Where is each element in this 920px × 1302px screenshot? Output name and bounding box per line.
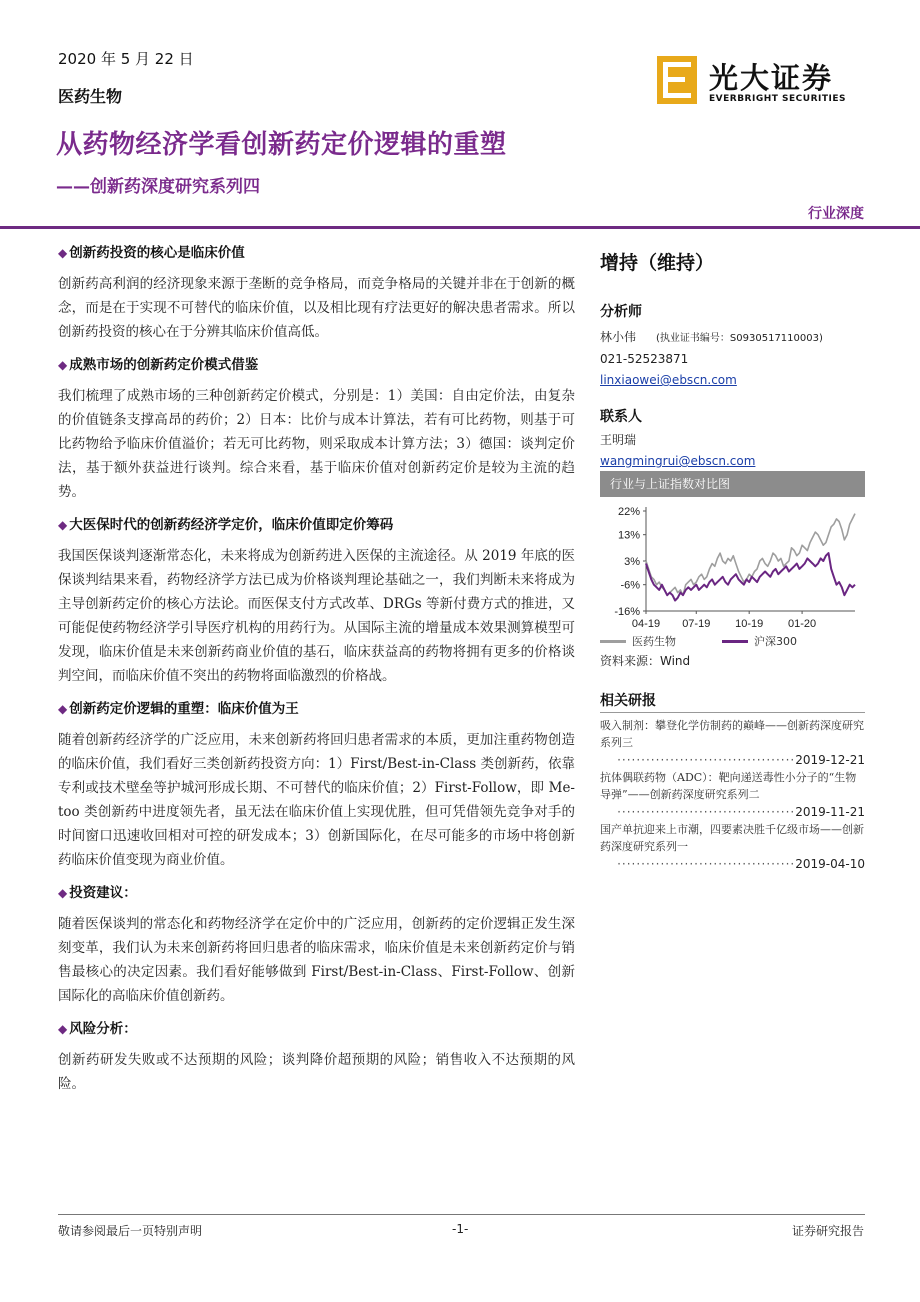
rating: 增持（维持） [600, 252, 715, 274]
dot-leader: ····································· [617, 857, 796, 871]
section-heading: ◆ 投资建议： [58, 885, 137, 901]
section-heading: ◆ 成熟市场的创新药定价模式借鉴 [58, 357, 259, 373]
footer-report-type: 证券研究报告 [791, 1224, 864, 1238]
page-number: -1- [452, 1222, 469, 1236]
x-tick-label: 01-20 [788, 618, 817, 630]
diamond-bullet-icon: ◆ [58, 702, 68, 716]
section-paragraph: 创新药高利润的经济现象来源于垄断的竞争格局，而竞争格局的关键并非在于创新的概念，而是在于实现不可替代的临床价值，以及相比现有疗法更好的解决患者需求。所以创新药投资的核心在于分辨其临床价值高低。 [58, 276, 575, 340]
legend-swatch-index [722, 640, 748, 643]
logo-mark-icon [657, 56, 697, 104]
diamond-bullet-icon: ◆ [58, 246, 68, 260]
related-report-date: ·····································2019-12-21 [617, 753, 865, 767]
related-report-link[interactable]: 吸入制剂：攀登化学仿制药的巅峰——创新药深度研究系列三 [600, 719, 864, 749]
section-heading: ◆ 风险分析： [58, 1021, 137, 1037]
chart-title-bar: 行业与上证指数对比图 [600, 471, 865, 497]
footer-divider [58, 1214, 865, 1215]
section-paragraph: 创新药研发失败或不达预期的风险；谈判降价超预期的风险；销售收入不达预期的风险。 [58, 1052, 575, 1092]
related-list [600, 717, 865, 873]
main-body [58, 242, 575, 1106]
sidebar [600, 242, 865, 873]
analyst-email-link[interactable]: linxiaowei@ebscn.com [600, 373, 737, 387]
section-paragraph: 随着创新药经济学的广泛应用，未来创新药将回归患者需求的本质，更加注重药物创造的临床价值，我们看好三类创新药投资方向：1）First/Best-in-Class 类创新药，依靠专利或技术壁垒等护城河形成长期、不可替代的临床价值；2）First-Follow，即 Me-too 类创新药中进度领先者，虽无法在临床价值上实现优胜，但可凭借领先竞争对手的时间窗口迅速收回相对可控的研发成本；3）创新国际化，在尽可能多的市场中将创新药临床价值变现为商业价值。 [58, 732, 575, 868]
y-tick-label: -6% [620, 579, 640, 592]
diamond-bullet-icon: ◆ [58, 1022, 68, 1036]
doc-type-label: 行业深度 [808, 206, 864, 222]
series-line [646, 553, 855, 600]
section-paragraph: 我国医保谈判逐渐常态化，未来将成为创新药进入医保的主流途径。从 2019 年底的医保谈判结果来看，药物经济学方法已成为价格谈判理论基础之一，我们判断未来将成为主导创新药定价的核心方法论。而医保支付方式改革、DRGs 等新付费方式的推进，又可能促使药物经济学引导医疗机构的用药行为。从国际主流的增量成本效果测算模型可发现，临床价值是未来创新药商业价值的基石，临床获益高的药物将拥有更多的价格谈判空间，而临床价值不突出的药物将面临激烈的价格战。 [58, 548, 575, 684]
chart-legend [600, 633, 865, 649]
diamond-bullet-icon: ◆ [58, 518, 68, 532]
footer-disclaimer: 敬请参阅最后一页特别声明 [58, 1224, 203, 1238]
analyst-line [600, 327, 865, 349]
related-report-date: ·····································2019-11-21 [617, 805, 865, 819]
x-tick-label: 10-19 [735, 618, 764, 630]
y-tick-label: 22% [617, 506, 640, 518]
related-report-date: ·····································2019-04-10 [617, 857, 865, 871]
related-report-link[interactable]: 国产单抗迎来上市潮，四要素决胜千亿级市场——创新药深度研究系列一 [600, 823, 864, 853]
logo-cn-text: 光大证券 [709, 61, 834, 95]
section-heading: ◆ 创新药定价逻辑的重塑：临床价值为王 [58, 701, 299, 717]
chart-source: 资料来源：Wind [600, 654, 691, 668]
section-heading: ◆ 大医保时代的创新药经济学定价，临床价值即定价筹码 [58, 517, 394, 533]
analyst-heading: 分析师 [600, 304, 642, 320]
comparison-chart [600, 501, 865, 631]
dot-leader: ····································· [617, 805, 796, 819]
legend-label-sector: 医药生物 [632, 635, 676, 648]
section-paragraph: 我们梳理了成熟市场的三种创新药定价模式，分别是：1）美国：自由定价法，由复杂的价值链条支撑高昂的药价；2）日本：比价与成本计算法，若有可比药物，则基于可比药物给予临床价值溢价；若无可比药物，则采取成本计算方法；3）德国：谈判定价法，基于额外获益进行谈判。综合来看，基于临床价值对创新药定价是较为主流的趋势。 [58, 388, 575, 500]
page-title: 从药物经济学看创新药定价逻辑的重塑 [56, 130, 507, 160]
y-tick-label: -16% [614, 606, 640, 618]
series-line [646, 514, 855, 596]
legend-swatch-sector [600, 640, 626, 643]
x-tick-label: 04-19 [631, 618, 661, 630]
report-date: 2020 年 5 月 22 日 [58, 50, 194, 68]
contact-email-link[interactable]: wangmingrui@ebscn.com [600, 454, 756, 468]
diamond-bullet-icon: ◆ [58, 358, 68, 372]
section-paragraph: 随着医保谈判的常态化和药物经济学在定价中的广泛应用，创新药的定价逻辑正发生深刻变革，我们认为未来创新药将回归患者的临床需求，临床价值是未来创新药定价与销售最核心的决定因素。我们看好能够做到 First/Best-in-Class、First-Follow、创新国际化的高临床价值创新药。 [58, 916, 575, 1004]
contact-name: 王明瑞 [600, 433, 637, 447]
y-tick-label: 13% [617, 529, 640, 542]
company-logo [657, 56, 867, 108]
legend-label-index: 沪深300 [754, 635, 797, 648]
logo-en-text: EVERBRIGHT SECURITIES [709, 94, 846, 104]
related-heading: 相关研报 [600, 690, 865, 713]
y-tick-label: 3% [624, 556, 640, 568]
dot-leader: ····································· [617, 753, 796, 767]
header-divider [0, 226, 920, 229]
analyst-cert: (执业证书编号：S0930517110003) [656, 333, 823, 344]
analyst-phone: 021-52523871 [600, 352, 689, 366]
page-subtitle: ——创新药深度研究系列四 [56, 177, 260, 197]
x-tick-label: 07-19 [682, 618, 711, 630]
related-report-link[interactable]: 抗体偶联药物（ADC）：靶向递送毒性小分子的“生物导弹”——创新药深度研究系列二 [600, 771, 857, 801]
section-heading: ◆ 创新药投资的核心是临床价值 [58, 245, 245, 261]
contact-heading: 联系人 [600, 409, 642, 425]
diamond-bullet-icon: ◆ [58, 886, 68, 900]
analyst-name: 林小伟 [600, 330, 637, 344]
sector-label: 医药生物 [58, 87, 123, 106]
